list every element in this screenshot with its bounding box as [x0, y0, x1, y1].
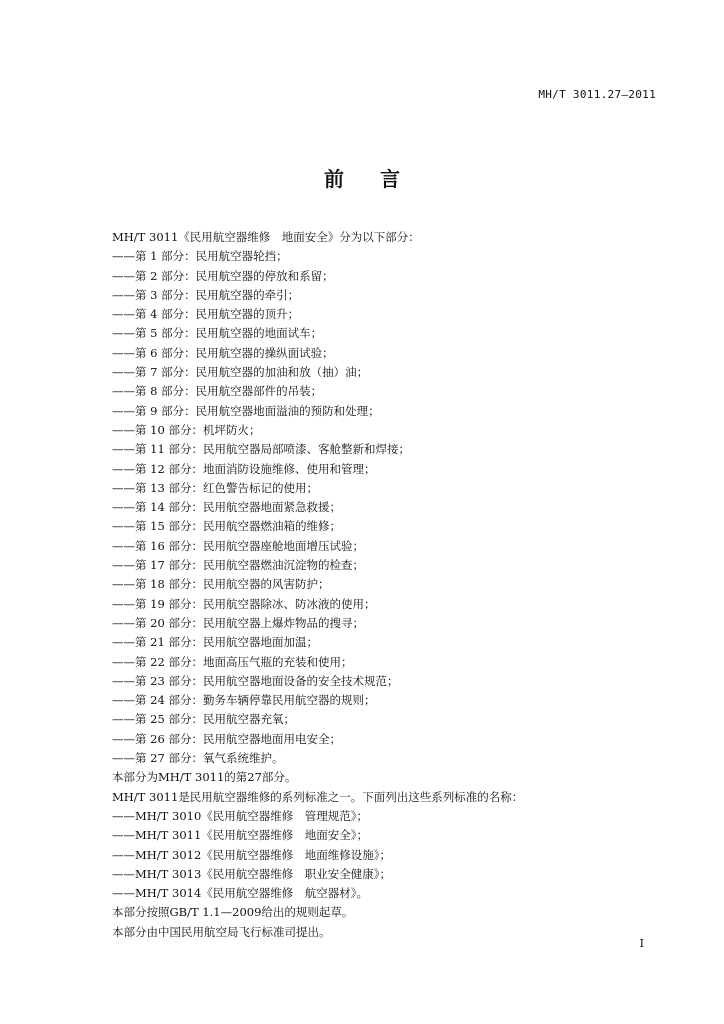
- foreword-line: ——第 21 部分：民用航空器地面加温；: [112, 635, 318, 650]
- foreword-line: ——MH/T 3011《民用航空器维修 地面安全》；: [112, 828, 369, 843]
- foreword-line: ——第 8 部分：民用航空器部件的吊装；: [112, 384, 323, 399]
- foreword-line: ——第 17 部分：民用航空器燃油沉淀物的检查；: [112, 558, 364, 573]
- foreword-line: ——第 19 部分：民用航空器除冰、防冰液的使用；: [112, 596, 376, 611]
- foreword-line: ——MH/T 3010《民用航空器维修 管理规范》；: [112, 808, 369, 823]
- foreword-line: ——第 27 部分：氧气系统维护。: [112, 751, 284, 766]
- title-char-2: 言: [380, 167, 400, 191]
- page-title: [0, 163, 724, 192]
- foreword-line: ——第 22 部分：地面高压气瓶的充装和使用；: [112, 654, 353, 669]
- foreword-line: ——第 26 部分：民用航空器地面用电安全；: [112, 731, 341, 746]
- foreword-line: ——第 4 部分：民用航空器的顶升；: [112, 307, 300, 322]
- foreword-line: ——第 1 部分：民用航空器轮挡；: [112, 249, 288, 264]
- foreword-line: ——第 9 部分：民用航空器地面溢油的预防和处理；: [112, 403, 380, 418]
- page-number: I: [639, 937, 644, 950]
- foreword-line: 本部分由中国民用航空局飞行标准司提出。: [112, 924, 331, 939]
- foreword-line: ——第 2 部分：民用航空器的停放和系留；: [112, 268, 334, 283]
- foreword-line: ——第 5 部分：民用航空器的地面试车；: [112, 326, 323, 341]
- foreword-line: ——MH/T 3013《民用航空器维修 职业安全健康》；: [112, 866, 392, 881]
- title-char-1: 前: [324, 167, 344, 191]
- foreword-line: MH/T 3011是民用航空器维修的系列标准之一。下面列出这些系列标准的名称：: [112, 789, 524, 804]
- foreword-line: ——第 10 部分：机坪防火；: [112, 422, 261, 437]
- foreword-line: ——第 7 部分：民用航空器的加油和放（抽）油；: [112, 365, 369, 380]
- foreword-line: ——MH/T 3012《民用航空器维修 地面维修设施》；: [112, 847, 392, 862]
- foreword-line: 本部分按照GB/T 1.1—2009给出的规则起草。: [112, 905, 354, 920]
- foreword-line: ——MH/T 3014《民用航空器维修 航空器材》。: [112, 886, 369, 901]
- foreword-body: [112, 228, 672, 942]
- foreword-line: MH/T 3011《民用航空器维修 地面安全》分为以下部分：: [112, 230, 420, 244]
- foreword-line: ——第 24 部分：勤务车辆停靠民用航空器的规则；: [112, 693, 376, 708]
- foreword-line: 本部分为MH/T 3011的第27部分。: [112, 770, 297, 785]
- foreword-line: ——第 18 部分：民用航空器的风害防护；: [112, 577, 330, 592]
- foreword-line: ——第 20 部分：民用航空器上爆炸物品的搜寻；: [112, 615, 364, 630]
- foreword-line: ——第 3 部分：民用航空器的牵引；: [112, 287, 300, 302]
- foreword-line: ——第 16 部分：民用航空器座舱地面增压试验；: [112, 538, 364, 553]
- foreword-line: ——第 6 部分：民用航空器的操纵面试验；: [112, 345, 334, 360]
- standard-number-header: MH/T 3011.27—2011: [538, 88, 656, 101]
- foreword-line: ——第 14 部分：民用航空器地面紧急救援；: [112, 500, 341, 515]
- foreword-line: ——第 23 部分：民用航空器地面设备的安全技术规范；: [112, 673, 399, 688]
- foreword-line: ——第 13 部分：红色警告标记的使用；: [112, 480, 318, 495]
- foreword-line: ——第 25 部分：民用航空器充氧；: [112, 712, 295, 727]
- foreword-line: ——第 11 部分：民用航空器局部喷漆、客舱整新和焊接；: [112, 442, 410, 457]
- foreword-line: ——第 12 部分：地面消防设施维修、使用和管理；: [112, 461, 376, 476]
- foreword-line: ——第 15 部分：民用航空器燃油箱的维修；: [112, 519, 341, 534]
